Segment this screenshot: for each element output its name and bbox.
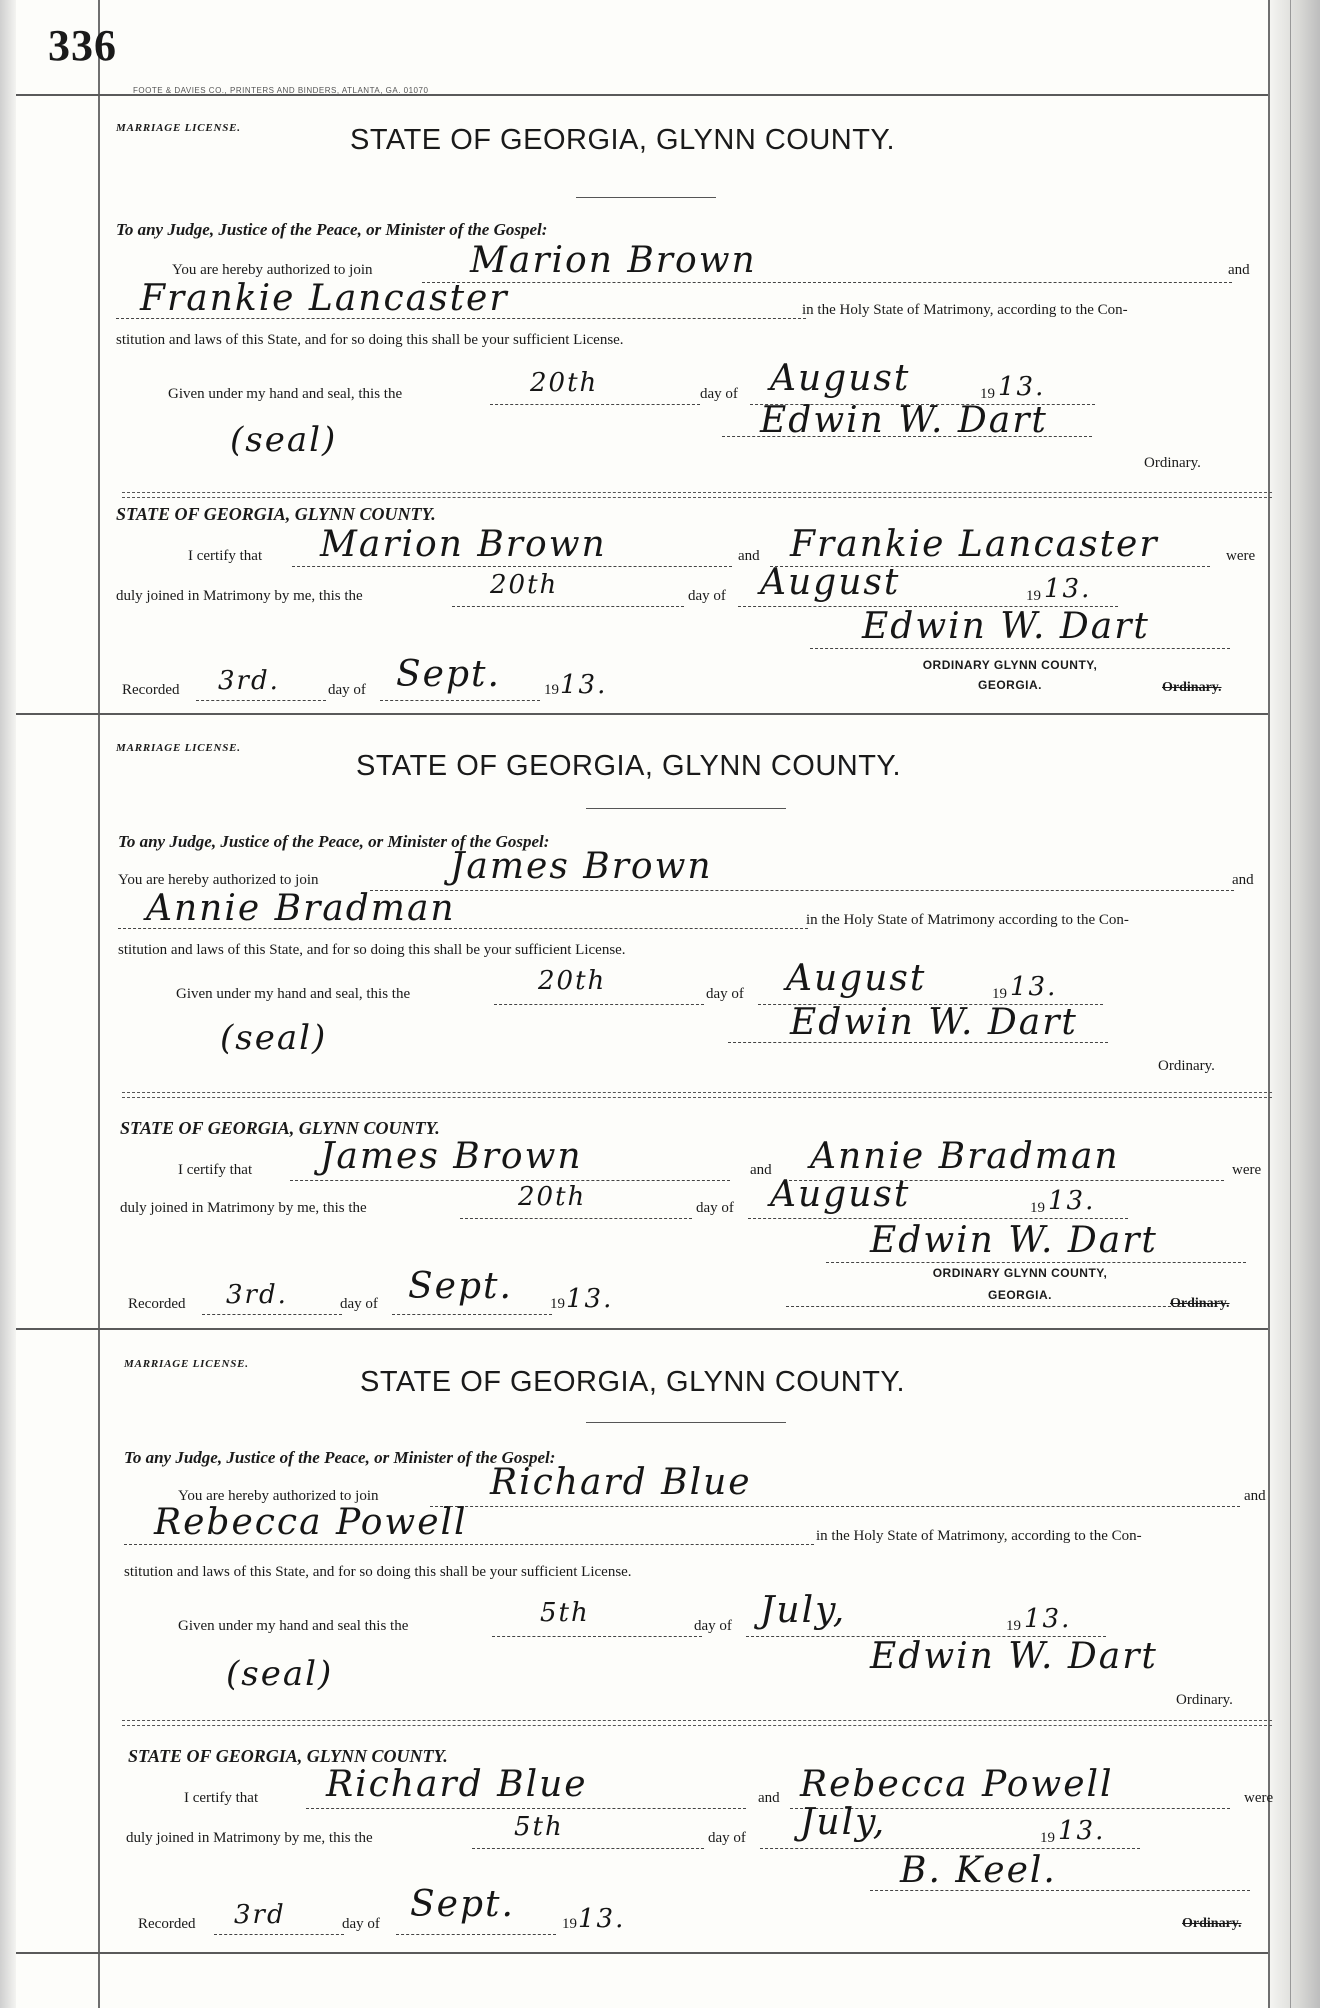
page-binding-edge <box>0 0 16 2008</box>
certificate-heading: STATE OF GEORGIA, GLYNN COUNTY. <box>120 1118 440 1138</box>
ordinary-stamp-line1: ORDINARY GLYNN COUNTY, <box>932 1266 1108 1280</box>
year-prefix: 19 <box>992 986 1007 1002</box>
recorded-text: Recorded <box>138 1916 196 1932</box>
married-year: 13. <box>1044 574 1092 604</box>
day-of-text: day of <box>706 986 744 1002</box>
recorded-day: 3rd. <box>218 666 280 696</box>
top-rule <box>16 94 1268 96</box>
married-day: 20th <box>490 570 559 600</box>
cert-and-text: and <box>750 1162 772 1178</box>
recorded-month: Sept. <box>396 654 501 695</box>
license-day: 20th <box>538 966 607 996</box>
cert-bride-name: Annie Bradman <box>810 1136 1120 1177</box>
page-right-edge <box>1268 0 1320 2008</box>
seal-mark: (seal) <box>230 420 338 460</box>
ordinary-struck: Ordinary. <box>1170 1296 1230 1311</box>
duly-joined-text: duly joined in Matrimony by me, this the <box>116 588 363 604</box>
holy-state-text: in the Holy State of Matrimony according to the Con- <box>806 912 1129 928</box>
duly-joined-text: duly joined in Matrimony by me, this the <box>126 1830 373 1846</box>
bride-name: Annie Bradman <box>146 888 456 929</box>
were-text: were <box>1244 1790 1274 1806</box>
recorded-text: Recorded <box>128 1296 186 1312</box>
constitution-text: stitution and laws of this State, and for so doing this shall be your sufficient License. <box>116 332 624 348</box>
given-text: Given under my hand and seal, this the <box>176 986 411 1002</box>
day-of-text: day of <box>700 386 738 402</box>
seal-mark: (seal) <box>226 1654 334 1694</box>
recorded-month: Sept. <box>408 1266 513 1307</box>
and-text: and <box>1244 1488 1266 1504</box>
cert-groom-name: Marion Brown <box>320 524 607 565</box>
given-text: Given under my hand and seal this the <box>178 1618 409 1634</box>
license-year: 13. <box>998 372 1046 402</box>
cert-day-of-text: day of <box>708 1830 746 1846</box>
ordinary-stamp-line1: ORDINARY GLYNN COUNTY, <box>922 658 1098 672</box>
recorded-year-prefix: 19 <box>544 682 559 698</box>
ordinary-signature: Edwin W. Dart <box>790 1002 1078 1043</box>
certificate-divider <box>122 1720 1272 1726</box>
margin-rule-left <box>98 0 100 2008</box>
married-month: July, <box>800 1802 887 1843</box>
day-of-text: day of <box>694 1618 732 1634</box>
certificate-divider <box>122 1092 1272 1098</box>
margin-rule-outer <box>1290 0 1291 2008</box>
married-year: 13. <box>1048 1186 1096 1216</box>
groom-name: Richard Blue <box>490 1462 752 1503</box>
married-month: August <box>770 1174 911 1215</box>
recorded-year: 13. <box>566 1284 614 1314</box>
married-day: 20th <box>518 1182 587 1212</box>
ordinary-struck: Ordinary. <box>1162 680 1222 695</box>
officiant-signature: Edwin W. Dart <box>862 606 1150 647</box>
cert-year-prefix: 19 <box>1030 1200 1045 1216</box>
given-text: Given under my hand and seal, this the <box>168 386 403 402</box>
recorded-text: Recorded <box>122 682 180 698</box>
ordinary-stamp-line2: GEORGIA. <box>987 1288 1052 1302</box>
recorded-year-prefix: 19 <box>550 1296 565 1312</box>
cert-year-prefix: 19 <box>1026 588 1041 604</box>
license-label: MARRIAGE LICENSE. <box>124 1358 249 1370</box>
cert-groom-name: James Brown <box>320 1136 583 1177</box>
holy-state-text: in the Holy State of Matrimony, according to the Con- <box>802 302 1128 318</box>
seal-mark: (seal) <box>220 1018 328 1058</box>
ordinary-label: Ordinary. <box>1144 455 1201 471</box>
address-line: To any Judge, Justice of the Peace, or Minister of the Gospel: <box>118 832 550 851</box>
record-1 <box>110 100 1270 710</box>
license-month: August <box>770 358 911 399</box>
recorded-year: 13. <box>578 1904 626 1934</box>
constitution-text: stitution and laws of this State, and for so doing this shall be your sufficient License. <box>118 942 626 958</box>
license-month: August <box>786 958 927 999</box>
record-3 <box>110 1332 1274 1942</box>
authorized-text: You are hereby authorized to join <box>178 1488 379 1504</box>
cert-day-of-text: day of <box>688 588 726 604</box>
recorded-day-of: day of <box>340 1296 378 1312</box>
ordinary-label: Ordinary. <box>1176 1692 1233 1708</box>
officiant-signature: B. Keel. <box>900 1850 1057 1891</box>
groom-name: Marion Brown <box>470 240 757 281</box>
holy-state-text: in the Holy State of Matrimony, according to the Con- <box>816 1528 1142 1544</box>
and-text: and <box>1232 872 1254 888</box>
officiant-signature: Edwin W. Dart <box>870 1220 1158 1261</box>
recorded-year-prefix: 19 <box>562 1916 577 1932</box>
married-day: 5th <box>514 1812 564 1842</box>
year-prefix: 19 <box>1006 1618 1021 1634</box>
address-line: To any Judge, Justice of the Peace, or Minister of the Gospel: <box>124 1448 556 1467</box>
recorded-day-of: day of <box>328 682 366 698</box>
bride-name: Rebecca Powell <box>154 1502 468 1543</box>
cert-bride-name: Frankie Lancaster <box>790 524 1159 565</box>
license-year: 13. <box>1010 972 1058 1002</box>
cert-groom-name: Richard Blue <box>326 1764 588 1805</box>
license-label: MARRIAGE LICENSE. <box>116 742 241 754</box>
authorized-text: You are hereby authorized to join <box>118 872 319 888</box>
were-text: were <box>1226 548 1256 564</box>
ordinary-label: Ordinary. <box>1158 1058 1215 1074</box>
year-prefix: 19 <box>980 386 995 402</box>
section-heading: STATE OF GEORGIA, GLYNN COUNTY. <box>356 750 902 782</box>
cert-day-of-text: day of <box>696 1200 734 1216</box>
duly-joined-text: duly joined in Matrimony by me, this the <box>120 1200 367 1216</box>
recorded-month: Sept. <box>410 1884 515 1925</box>
license-month: July, <box>760 1590 847 1631</box>
certify-text: I certify that <box>188 548 263 564</box>
recorded-day-of: day of <box>342 1916 380 1932</box>
page-number: 336 <box>48 21 117 70</box>
bottom-rule <box>16 1952 1268 1954</box>
cert-and-text: and <box>738 548 760 564</box>
married-month: August <box>760 562 901 603</box>
certificate-heading: STATE OF GEORGIA, GLYNN COUNTY. <box>116 504 436 524</box>
license-day: 20th <box>530 368 599 398</box>
groom-name: James Brown <box>450 846 713 887</box>
certificate-heading: STATE OF GEORGIA, GLYNN COUNTY. <box>128 1746 448 1766</box>
section-divider-2 <box>16 1328 1268 1330</box>
section-heading: STATE OF GEORGIA, GLYNN COUNTY. <box>360 1366 906 1398</box>
printer-imprint: FOOTE & DAVIES CO., PRINTERS AND BINDERS, ATLANTA, GA. 01070 <box>133 86 429 95</box>
section-heading: STATE OF GEORGIA, GLYNN COUNTY. <box>350 124 896 156</box>
constitution-text: stitution and laws of this State, and for so doing this shall be your sufficient License. <box>124 1564 632 1580</box>
section-divider-1 <box>16 713 1268 715</box>
ordinary-struck: Ordinary. <box>1182 1916 1242 1931</box>
heading-rule <box>586 1422 786 1423</box>
address-line: To any Judge, Justice of the Peace, or Minister of the Gospel: <box>116 220 548 239</box>
bride-name: Frankie Lancaster <box>140 278 509 319</box>
were-text: were <box>1232 1162 1262 1178</box>
cert-bride-name: Rebecca Powell <box>800 1764 1114 1805</box>
recorded-year: 13. <box>560 670 608 700</box>
license-year: 13. <box>1024 1604 1072 1634</box>
ordinary-stamp-line2: GEORGIA. <box>977 678 1042 692</box>
cert-and-text: and <box>758 1790 780 1806</box>
certify-text: I certify that <box>184 1790 259 1806</box>
recorded-day: 3rd. <box>226 1280 288 1310</box>
record-2 <box>110 716 1270 1326</box>
and-text: and <box>1228 262 1250 278</box>
heading-rule <box>586 808 786 809</box>
license-day: 5th <box>540 1598 590 1628</box>
recorded-day: 3rd <box>234 1900 286 1930</box>
certificate-divider <box>122 492 1272 498</box>
married-year: 13. <box>1058 1816 1106 1846</box>
authorized-text: You are hereby authorized to join <box>172 262 373 278</box>
certify-text: I certify that <box>178 1162 253 1178</box>
ordinary-signature: Edwin W. Dart <box>760 400 1048 441</box>
ordinary-signature: Edwin W. Dart <box>870 1636 1158 1677</box>
heading-rule <box>576 197 716 198</box>
license-label: MARRIAGE LICENSE. <box>116 122 241 134</box>
cert-year-prefix: 19 <box>1040 1830 1055 1846</box>
